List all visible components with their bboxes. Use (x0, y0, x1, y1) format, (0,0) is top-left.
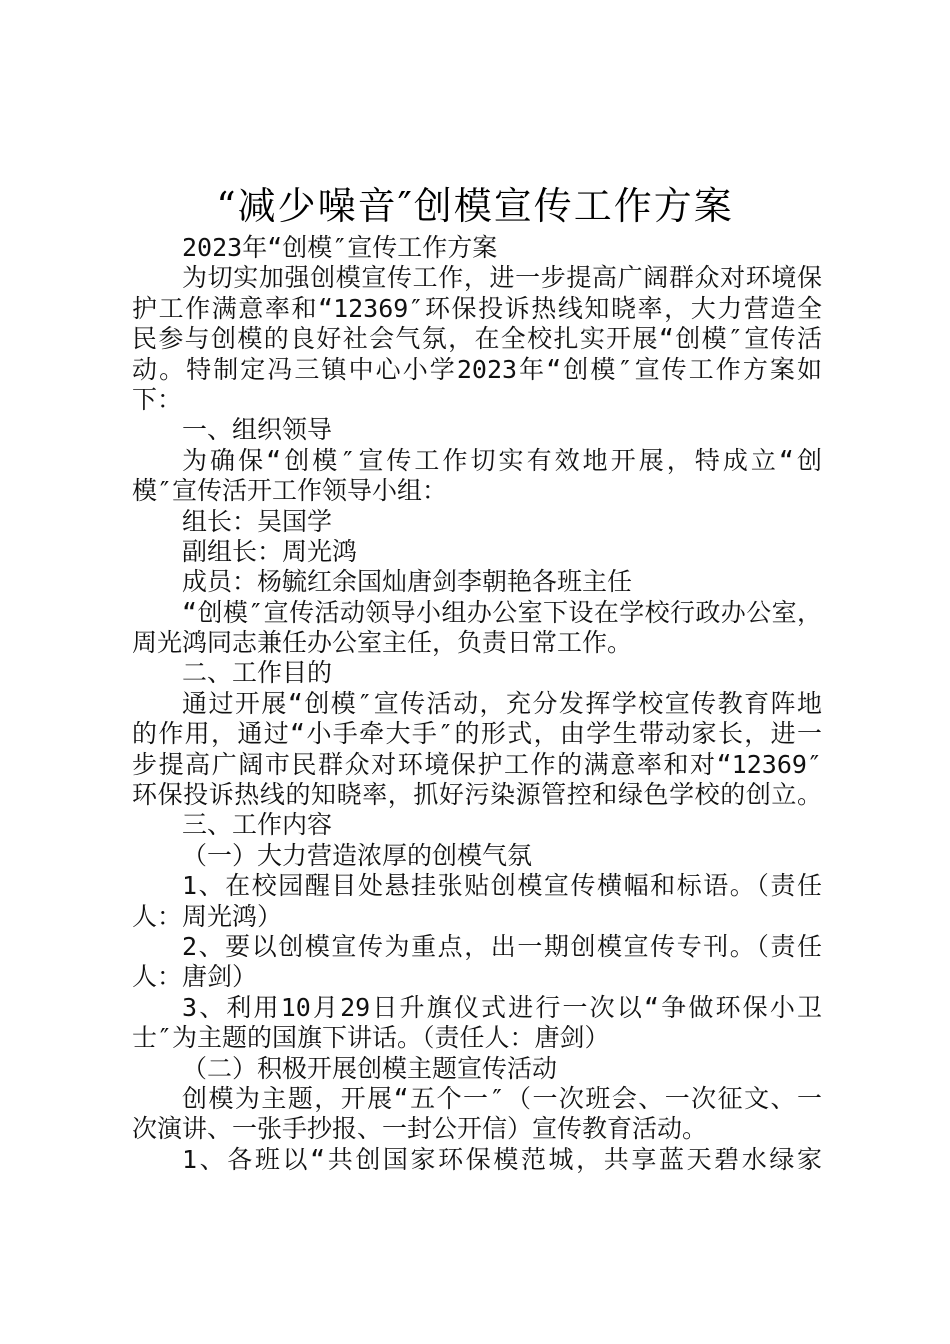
paragraph-line: 为确保“创模″宣传工作切实有效地开展，特成立“创 (182, 445, 822, 475)
paragraph-line: 士″为主题的国旗下讲话。（责任人：唐剑） (132, 1023, 610, 1053)
document-title: “减少噪音″创模宣传工作方案 (216, 184, 734, 228)
paragraph-line: 人：唐剑） (132, 962, 258, 992)
paragraph-line: 组长：吴国学 (182, 506, 333, 536)
paragraph-line: 1、各班以“共创国家环保模范城，共享蓝天碧水绿家 (182, 1144, 822, 1174)
paragraph-line: 周光鸿同志兼任办公室主任，负责日常工作。 (132, 628, 633, 658)
paragraph-line: 环保投诉热线的知晓率，抓好污染源管控和绿色学校的创立。 (132, 780, 822, 810)
paragraph-line: 动。特制定冯三镇中心小学2023年“创模″宣传工作方案如 (132, 354, 822, 384)
paragraph-line: 一、组织领导 (182, 415, 333, 445)
paragraph-line: 3、利用10月29日升旗仪式进行一次以“争做环保小卫 (182, 992, 822, 1022)
paragraph-line: 护工作满意率和“12369″环保投诉热线知晓率，大力营造全 (132, 293, 822, 323)
paragraph-line: 步提高广阔市民群众对环境保护工作的满意率和对“12369″ (132, 749, 822, 779)
paragraph-line: 成员：杨毓红余国灿唐剑李朝艳各班主任 (182, 567, 633, 597)
paragraph-line: “创模″宣传活动领导小组办公室下设在学校行政办公室， (182, 597, 822, 627)
paragraph-line: 次演讲、一张手抄报、一封公开信）宣传教育活动。 (132, 1114, 708, 1144)
paragraph-line: 2023年“创模″宣传工作方案 (182, 233, 498, 262)
paragraph-line: 民参与创模的良好社会气氛，在全校扎实开展“创模″宣传活 (132, 324, 822, 354)
paragraph-line: 下： (132, 384, 183, 414)
paragraph-line: 模″宣传活开工作领导小组： (132, 476, 448, 506)
paragraph-line: 副组长：周光鸿 (182, 536, 358, 566)
paragraph-line: 二、工作目的 (182, 658, 333, 688)
paragraph-line: 的作用，通过“小手牵大手″的形式，由学生带动家长，进一 (132, 719, 822, 749)
paragraph-line: 通过开展“创模″宣传活动，充分发挥学校宣传教育阵地 (182, 688, 822, 718)
paragraph-line: 创模为主题，开展“五个一″（一次班会、一次征文、一 (182, 1083, 822, 1113)
document-body (132, 233, 822, 1175)
paragraph-line: （二）积极开展创模主题宣传活动 (182, 1053, 558, 1083)
paragraph-line: （一）大力营造浓厚的创模气氛 (182, 840, 533, 870)
paragraph-line: 三、工作内容 (182, 810, 333, 840)
paragraph-line: 1、在校园醒目处悬挂张贴创模宣传横幅和标语。（责任 (182, 871, 822, 901)
paragraph-line: 人：周光鸿） (132, 901, 283, 931)
paragraph-line: 2、要以创模宣传为重点，出一期创模宣传专刊。（责任 (182, 931, 822, 961)
paragraph-line: 为切实加强创模宣传工作，进一步提高广阔群众对环境保 (182, 263, 822, 293)
